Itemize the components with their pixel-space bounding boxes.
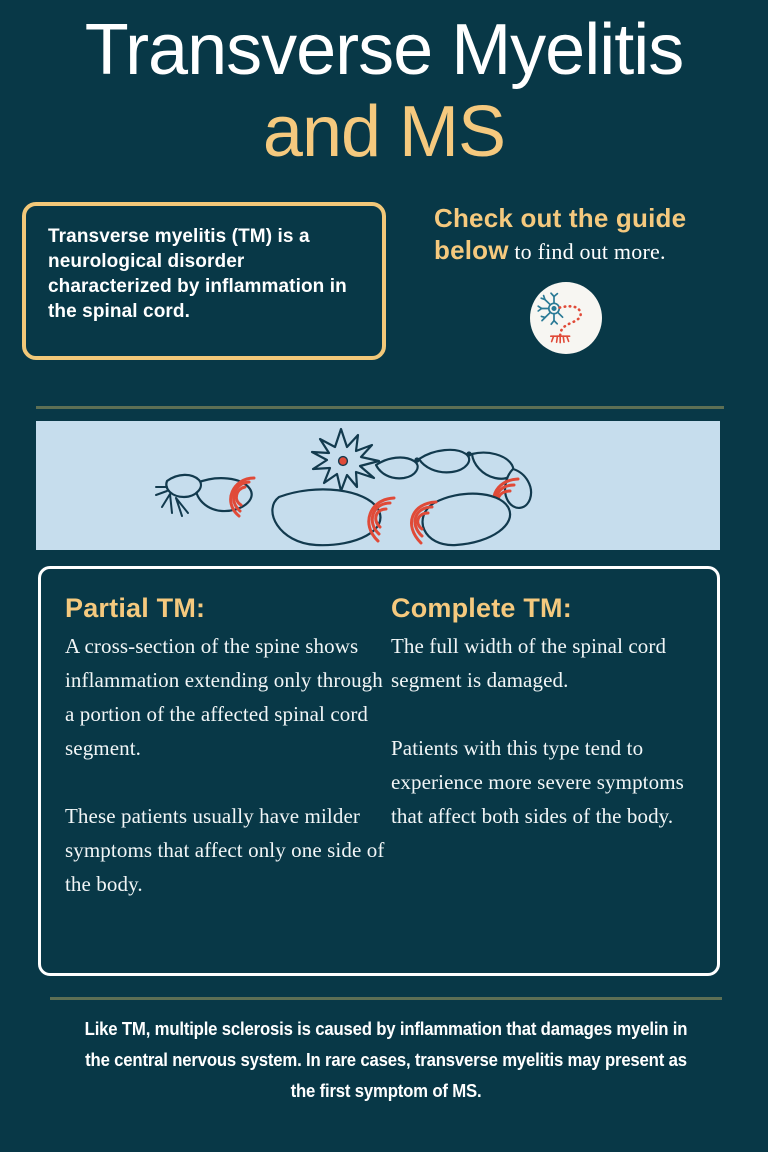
guide-text-line xyxy=(434,202,744,266)
page-title xyxy=(0,0,768,172)
banner-illustration xyxy=(36,421,720,550)
partial-tm-paragraph-2: These patients usually have milder symptoms that affect only one side of the body. xyxy=(65,804,385,896)
partial-tm-heading: Partial TM: xyxy=(65,593,206,623)
complete-tm-heading: Complete TM: xyxy=(391,593,572,623)
footer-note: Like TM, multiple sclerosis is caused by inflammation that damages myelin in the central nervous system. In rare cases, transverse myelitis may present as the first symptom of MS. xyxy=(84,1019,688,1101)
neuron-axon-icon xyxy=(530,282,602,354)
definition-callout-box xyxy=(22,202,386,360)
myelinated-neuron-inflammation-illustration xyxy=(36,421,720,550)
tm-types-box xyxy=(38,566,720,976)
complete-tm-paragraph-1: The full width of the spinal cord segment is damaged. xyxy=(391,634,667,692)
partial-tm-paragraph-1: A cross-section of the spine shows inflammation extending only through a portion of the affected spinal cord segment. xyxy=(65,634,383,760)
intro-row xyxy=(0,194,768,394)
guide-highlight-text: Check out the guide below xyxy=(434,203,687,265)
partial-tm-column xyxy=(65,591,385,973)
guide-callout xyxy=(434,202,744,354)
complete-tm-paragraph-2: Patients with this type tend to experience more severe symptoms that affect both sides of the body. xyxy=(391,736,684,828)
divider-top xyxy=(36,406,724,409)
page-title-line1: Transverse Myelitis xyxy=(84,10,684,90)
neuron-axon-icon-graphic xyxy=(537,289,595,347)
divider-bottom xyxy=(50,997,722,1000)
guide-tail-text: to find out more. xyxy=(508,239,666,264)
soma-nucleus xyxy=(339,457,348,466)
complete-tm-column xyxy=(391,591,711,973)
definition-text: Transverse myelitis (TM) is a neurological disorder characterized by inflammation in the spinal cord. xyxy=(48,226,347,322)
page-title-line2: and MS xyxy=(262,92,506,172)
